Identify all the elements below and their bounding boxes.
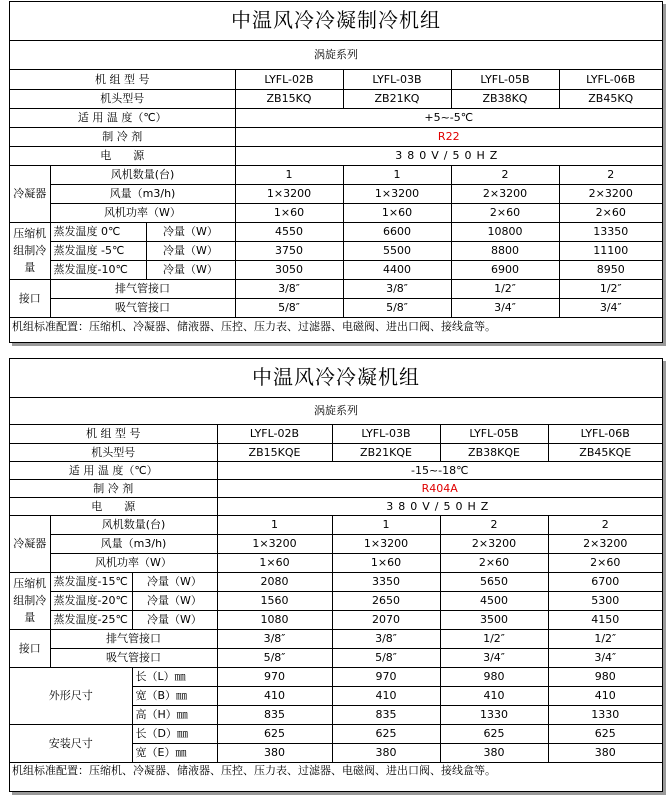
suction-cell: 5/8″ xyxy=(235,298,343,317)
air-cell: 2×3200 xyxy=(548,534,662,553)
capacity-cell: 6700 xyxy=(548,572,662,591)
dimension-cell: 410 xyxy=(548,686,662,705)
fan-power-cell: 2×60 xyxy=(559,203,662,222)
capacity-unit-label: 冷量（W） xyxy=(146,222,235,241)
discharge-cell: 1/2″ xyxy=(451,279,559,298)
discharge-cell: 3/8″ xyxy=(343,279,451,298)
capacity-cell: 8800 xyxy=(451,241,559,260)
evap-temp-label: 蒸发温度-25℃ xyxy=(50,610,132,629)
suction-cell: 5/8″ xyxy=(217,648,332,667)
evap-temp-label: 蒸发温度 0℃ xyxy=(50,222,146,241)
model-cell: LYFL-03B xyxy=(332,424,440,443)
fan-count-cell: 2 xyxy=(440,515,548,534)
discharge-cell: 3/8″ xyxy=(332,629,440,648)
model-label: 机 组 型 号 xyxy=(10,69,235,89)
power-value: 380V/50HZ xyxy=(235,146,662,165)
capacity-group-label: 压缩机组制冷量 xyxy=(10,572,50,629)
fan-power-cell: 1×60 xyxy=(217,553,332,572)
capacity-cell: 2650 xyxy=(332,591,440,610)
fan-power-cell: 2×60 xyxy=(440,553,548,572)
air-label: 风量（m3/h) xyxy=(50,184,235,203)
air-label: 风量（m3/h) xyxy=(50,534,217,553)
fan-power-cell: 1×60 xyxy=(332,553,440,572)
capacity-cell: 3750 xyxy=(235,241,343,260)
model-label: 机 组 型 号 xyxy=(10,424,217,443)
head-label: 机头型号 xyxy=(10,89,235,108)
air-cell: 2×3200 xyxy=(559,184,662,203)
suction-cell: 5/8″ xyxy=(332,648,440,667)
power-value: 380V/50HZ xyxy=(217,497,662,515)
head-cell: ZB21KQE xyxy=(332,443,440,461)
capacity-unit-label: 冷量（W） xyxy=(132,591,217,610)
fan-count-label: 风机数量(台) xyxy=(50,165,235,184)
fan-count-cell: 1 xyxy=(217,515,332,534)
dimension-cell: 380 xyxy=(440,743,548,762)
evap-temp-label: 蒸发温度-10℃ xyxy=(50,260,146,279)
air-cell: 2×3200 xyxy=(440,534,548,553)
discharge-cell: 3/8″ xyxy=(217,629,332,648)
fan-count-cell: 2 xyxy=(451,165,559,184)
fan-power-cell: 1×60 xyxy=(235,203,343,222)
capacity-unit-label: 冷量（W） xyxy=(146,260,235,279)
capacity-cell: 4400 xyxy=(343,260,451,279)
dimension-cell: 835 xyxy=(217,705,332,724)
model-cell: LYFL-02B xyxy=(235,69,343,89)
port-label: 接口 xyxy=(10,279,50,317)
head-cell: ZB15KQE xyxy=(217,443,332,461)
dimension-cell: 380 xyxy=(548,743,662,762)
dimension-cell: 980 xyxy=(548,667,662,686)
fan-power-label: 风机功率（W） xyxy=(50,203,235,222)
capacity-cell: 8950 xyxy=(559,260,662,279)
dimension-cell: 625 xyxy=(548,724,662,743)
dimension-cell: 410 xyxy=(332,686,440,705)
temp-value: -15~-18℃ xyxy=(217,461,662,479)
model-cell: LYFL-03B xyxy=(343,69,451,89)
fan-count-cell: 1 xyxy=(332,515,440,534)
condenser-label: 冷凝器 xyxy=(10,515,50,572)
head-cell: ZB21KQ xyxy=(343,89,451,108)
dimension-cell: 970 xyxy=(217,667,332,686)
fan-count-cell: 1 xyxy=(343,165,451,184)
suction-cell: 3/4″ xyxy=(548,648,662,667)
suction-cell: 3/4″ xyxy=(440,648,548,667)
fan-power-cell: 1×60 xyxy=(343,203,451,222)
capacity-cell: 3500 xyxy=(440,610,548,629)
capacity-cell: 2080 xyxy=(217,572,332,591)
capacity-unit-label: 冷量（W） xyxy=(132,572,217,591)
suction-label: 吸气管接口 xyxy=(50,298,235,317)
refrigerant-value: R22 xyxy=(235,127,662,146)
fan-count-label: 风机数量(台) xyxy=(50,515,217,534)
model-cell: LYFL-06B xyxy=(559,69,662,89)
dimension-cell: 410 xyxy=(217,686,332,705)
dimension-cell: 625 xyxy=(440,724,548,743)
head-cell: ZB45KQ xyxy=(559,89,662,108)
capacity-cell: 5500 xyxy=(343,241,451,260)
head-cell: ZB15KQ xyxy=(235,89,343,108)
capacity-cell: 2070 xyxy=(332,610,440,629)
dimension-cell: 380 xyxy=(332,743,440,762)
evap-temp-label: 蒸发温度-20℃ xyxy=(50,591,132,610)
capacity-cell: 1560 xyxy=(217,591,332,610)
table-title: 中温风冷冷凝制冷机组 xyxy=(10,2,662,40)
fan-count-cell: 2 xyxy=(548,515,662,534)
refrigerant-label: 制 冷 剂 xyxy=(10,127,235,146)
dimension-cell: 1330 xyxy=(548,705,662,724)
suction-cell: 3/4″ xyxy=(451,298,559,317)
fan-power-cell: 2×60 xyxy=(451,203,559,222)
capacity-cell: 3350 xyxy=(332,572,440,591)
dimension-label: 长（D）㎜ xyxy=(132,724,217,743)
dimension-label: 宽（E）㎜ xyxy=(132,743,217,762)
head-cell: ZB38KQ xyxy=(451,89,559,108)
capacity-cell: 11100 xyxy=(559,241,662,260)
discharge-cell: 1/2″ xyxy=(548,629,662,648)
port-label: 接口 xyxy=(10,629,50,667)
head-label: 机头型号 xyxy=(10,443,217,461)
capacity-cell: 3050 xyxy=(235,260,343,279)
dimension-label: 长（L）㎜ xyxy=(132,667,217,686)
evap-temp-label: 蒸发温度-15℃ xyxy=(50,572,132,591)
fan-power-label: 风机功率（W） xyxy=(50,553,217,572)
suction-cell: 5/8″ xyxy=(343,298,451,317)
dimension-cell: 1330 xyxy=(440,705,548,724)
discharge-cell: 1/2″ xyxy=(559,279,662,298)
capacity-cell: 1080 xyxy=(217,610,332,629)
spec-table-2 xyxy=(9,358,663,792)
table-title: 中温风冷冷凝机组 xyxy=(10,359,662,397)
head-cell: ZB38KQE xyxy=(440,443,548,461)
temp-label: 适 用 温 度（℃） xyxy=(10,108,235,127)
fan-power-cell: 2×60 xyxy=(548,553,662,572)
dimension-cell: 380 xyxy=(217,743,332,762)
capacity-cell: 6600 xyxy=(343,222,451,241)
dimension-label: 高（H）㎜ xyxy=(132,705,217,724)
series-label: 涡旋系列 xyxy=(10,397,662,424)
suction-label: 吸气管接口 xyxy=(50,648,217,667)
install-size-label: 安装尺寸 xyxy=(10,724,132,762)
discharge-cell: 3/8″ xyxy=(235,279,343,298)
air-cell: 1×3200 xyxy=(332,534,440,553)
suction-cell: 3/4″ xyxy=(559,298,662,317)
capacity-cell: 6900 xyxy=(451,260,559,279)
temp-label: 适 用 温 度（℃） xyxy=(10,461,217,479)
capacity-cell: 4150 xyxy=(548,610,662,629)
air-cell: 2×3200 xyxy=(451,184,559,203)
capacity-cell: 5300 xyxy=(548,591,662,610)
model-cell: LYFL-05B xyxy=(440,424,548,443)
air-cell: 1×3200 xyxy=(235,184,343,203)
capacity-cell: 10800 xyxy=(451,222,559,241)
dimension-cell: 835 xyxy=(332,705,440,724)
power-label: 电 源 xyxy=(10,497,217,515)
refrigerant-label: 制 冷 剂 xyxy=(10,479,217,497)
fan-count-cell: 2 xyxy=(559,165,662,184)
spec-table-2-grid xyxy=(10,359,662,779)
capacity-cell: 4550 xyxy=(235,222,343,241)
temp-value: +5~-5℃ xyxy=(235,108,662,127)
config-note: 机组标准配置：压缩机、冷凝器、储液器、压控、压力表、过滤器、电磁阀、进出口阀、接线盒等。 xyxy=(10,317,662,335)
air-cell: 1×3200 xyxy=(217,534,332,553)
capacity-cell: 5650 xyxy=(440,572,548,591)
series-label: 涡旋系列 xyxy=(10,40,662,69)
dimension-cell: 625 xyxy=(332,724,440,743)
dimension-cell: 410 xyxy=(440,686,548,705)
dimension-cell: 980 xyxy=(440,667,548,686)
fan-count-cell: 1 xyxy=(235,165,343,184)
capacity-group-label: 压缩机组制冷量 xyxy=(10,222,50,279)
power-label: 电 源 xyxy=(10,146,235,165)
evap-temp-label: 蒸发温度 -5℃ xyxy=(50,241,146,260)
model-cell: LYFL-05B xyxy=(451,69,559,89)
capacity-cell: 13350 xyxy=(559,222,662,241)
spec-table-1-grid xyxy=(10,2,662,335)
capacity-cell: 4500 xyxy=(440,591,548,610)
discharge-label: 排气管接口 xyxy=(50,629,217,648)
dimension-cell: 625 xyxy=(217,724,332,743)
capacity-unit-label: 冷量（W） xyxy=(132,610,217,629)
dimension-cell: 970 xyxy=(332,667,440,686)
spec-table-1 xyxy=(9,1,663,343)
model-cell: LYFL-06B xyxy=(548,424,662,443)
discharge-cell: 1/2″ xyxy=(440,629,548,648)
model-cell: LYFL-02B xyxy=(217,424,332,443)
capacity-unit-label: 冷量（W） xyxy=(146,241,235,260)
discharge-label: 排气管接口 xyxy=(50,279,235,298)
dimension-label: 宽（B）㎜ xyxy=(132,686,217,705)
config-note: 机组标准配置：压缩机、冷凝器、储液器、压控、压力表、过滤器、电磁阀、进出口阀、接线盒等。 xyxy=(10,762,662,779)
outline-size-label: 外形尺寸 xyxy=(10,667,132,724)
head-cell: ZB45KQE xyxy=(548,443,662,461)
condenser-label: 冷凝器 xyxy=(10,165,50,222)
air-cell: 1×3200 xyxy=(343,184,451,203)
refrigerant-value: R404A xyxy=(217,479,662,497)
